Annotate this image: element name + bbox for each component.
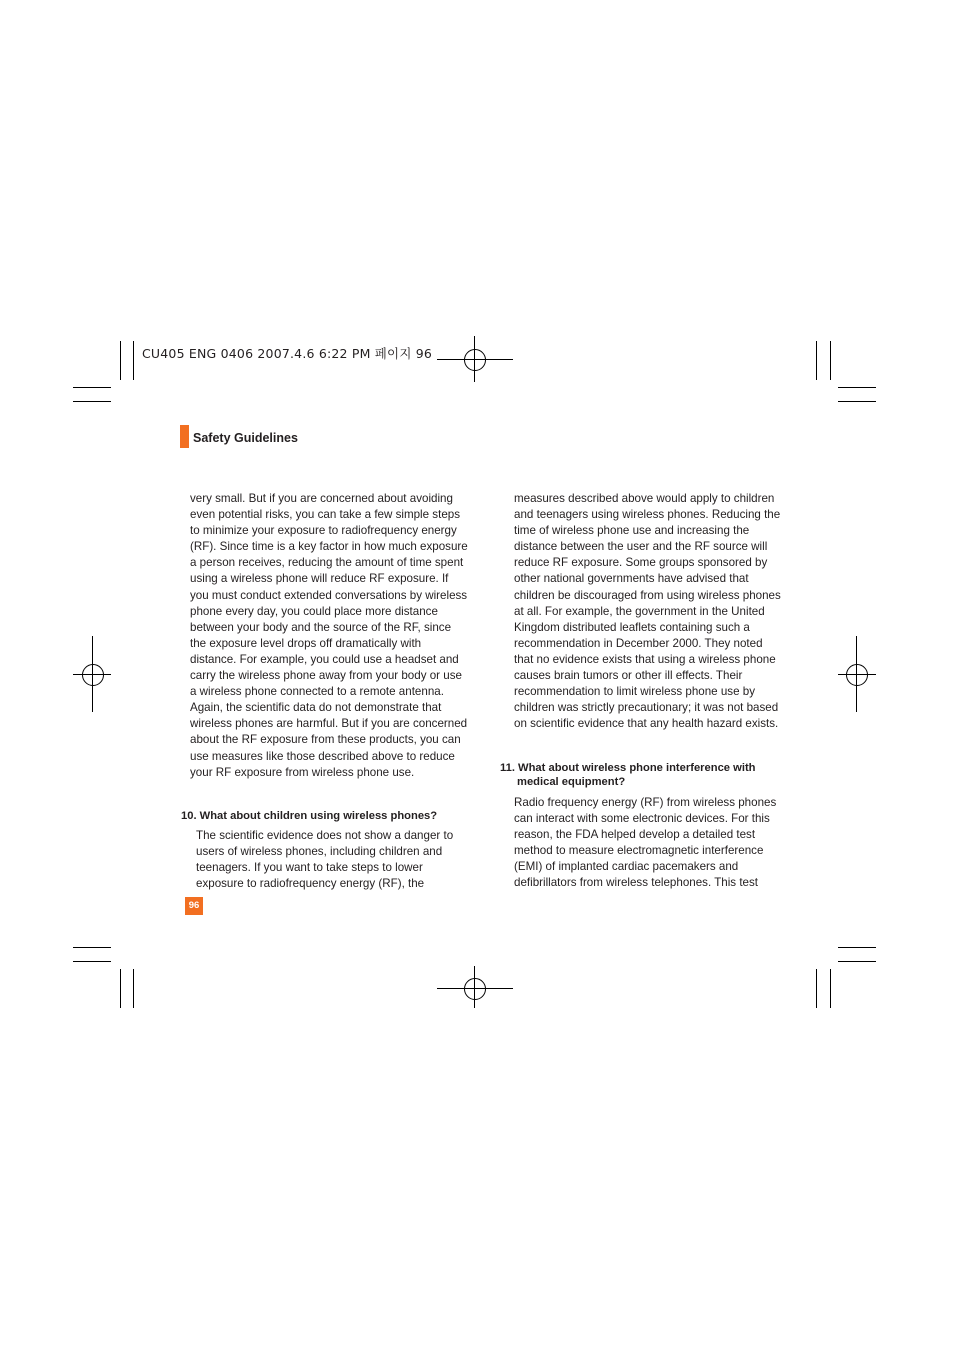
right-column	[514, 491, 784, 732]
section-title: Safety Guidelines	[193, 431, 298, 445]
crop-mark	[838, 947, 876, 948]
crop-mark	[73, 401, 111, 402]
crop-mark	[838, 961, 876, 962]
crop-mark	[120, 341, 121, 380]
question-10-body: The scientific evidence does not show a danger to users of wireless phones, including children and teenagers. If you want to take steps to lower exposure to radiofrequency energy (RF), the	[196, 829, 454, 891]
crop-mark	[838, 401, 876, 402]
paragraph: measures described above would apply to children and teenagers using wireless phones. Reducing the time of wireless phone use and increasing the distance between the user and the RF source will reduce RF exposure. Some groups sponsored by other national governments have advised that children be discouraged from using wireless phones at all. For example, the government in the United Kingdom distributed leaflets containing such a recommendation in December 2000. They noted that no evidence exists that using a wireless phone causes brain tumors or other ill effects. Their recommendation to limit wireless phone use by children was strictly precautionary; it was not based on scientific evidence that any health hazard exists.	[514, 492, 781, 731]
paragraph: very small. But if you are concerned about avoiding even potential risks, you can take a few simple steps to minimize your exposure to radiofrequency energy (RF). Since time is a key factor in how much exposure a person receives, reducing the amount of time spent using a wireless phone will reduce RF exposure. If you must conduct extended conversations by wireless phone every day, you could place more distance between your body and the source of the RF, since the exposure level drops off dramatically with distance. For example, you could use a headset and carry the wireless phone away from your body or use a wireless phone connected to a remote antenna. Again, the scientific data do not demonstrate that wireless phones are harmful. But if you are concerned about the RF exposure from these products, you can use measures like those described above to reduce your RF exposure from wireless phone use.	[190, 492, 468, 779]
page-number-badge: 96	[185, 897, 203, 915]
question-11-heading: 11. What about wireless phone interference with medical equipment?	[500, 762, 756, 788]
left-column	[190, 491, 468, 781]
section-accent-bar	[180, 425, 189, 448]
question-11-body: Radio frequency energy (RF) from wireless phones can interact with some electronic devices. For this reason, the FDA helped develop a detailed test method to measure electromagnetic interference (EMI) of implanted cardiac pacemakers and defibrillators from wireless telephones. This test	[514, 796, 777, 890]
crop-mark	[133, 969, 134, 1008]
crop-mark	[816, 969, 817, 1008]
crop-mark	[830, 969, 831, 1008]
crop-mark	[830, 341, 831, 380]
crop-mark	[73, 387, 111, 388]
crop-mark	[816, 341, 817, 380]
crop-mark	[73, 947, 111, 948]
question-10-heading: 10. What about children using wireless phones?	[181, 810, 438, 822]
crop-mark	[133, 341, 134, 380]
crop-mark	[73, 961, 111, 962]
crop-mark	[120, 969, 121, 1008]
print-slug: CU405 ENG 0406 2007.4.6 6:22 PM 페이지 96	[142, 346, 433, 361]
crop-mark	[838, 387, 876, 388]
